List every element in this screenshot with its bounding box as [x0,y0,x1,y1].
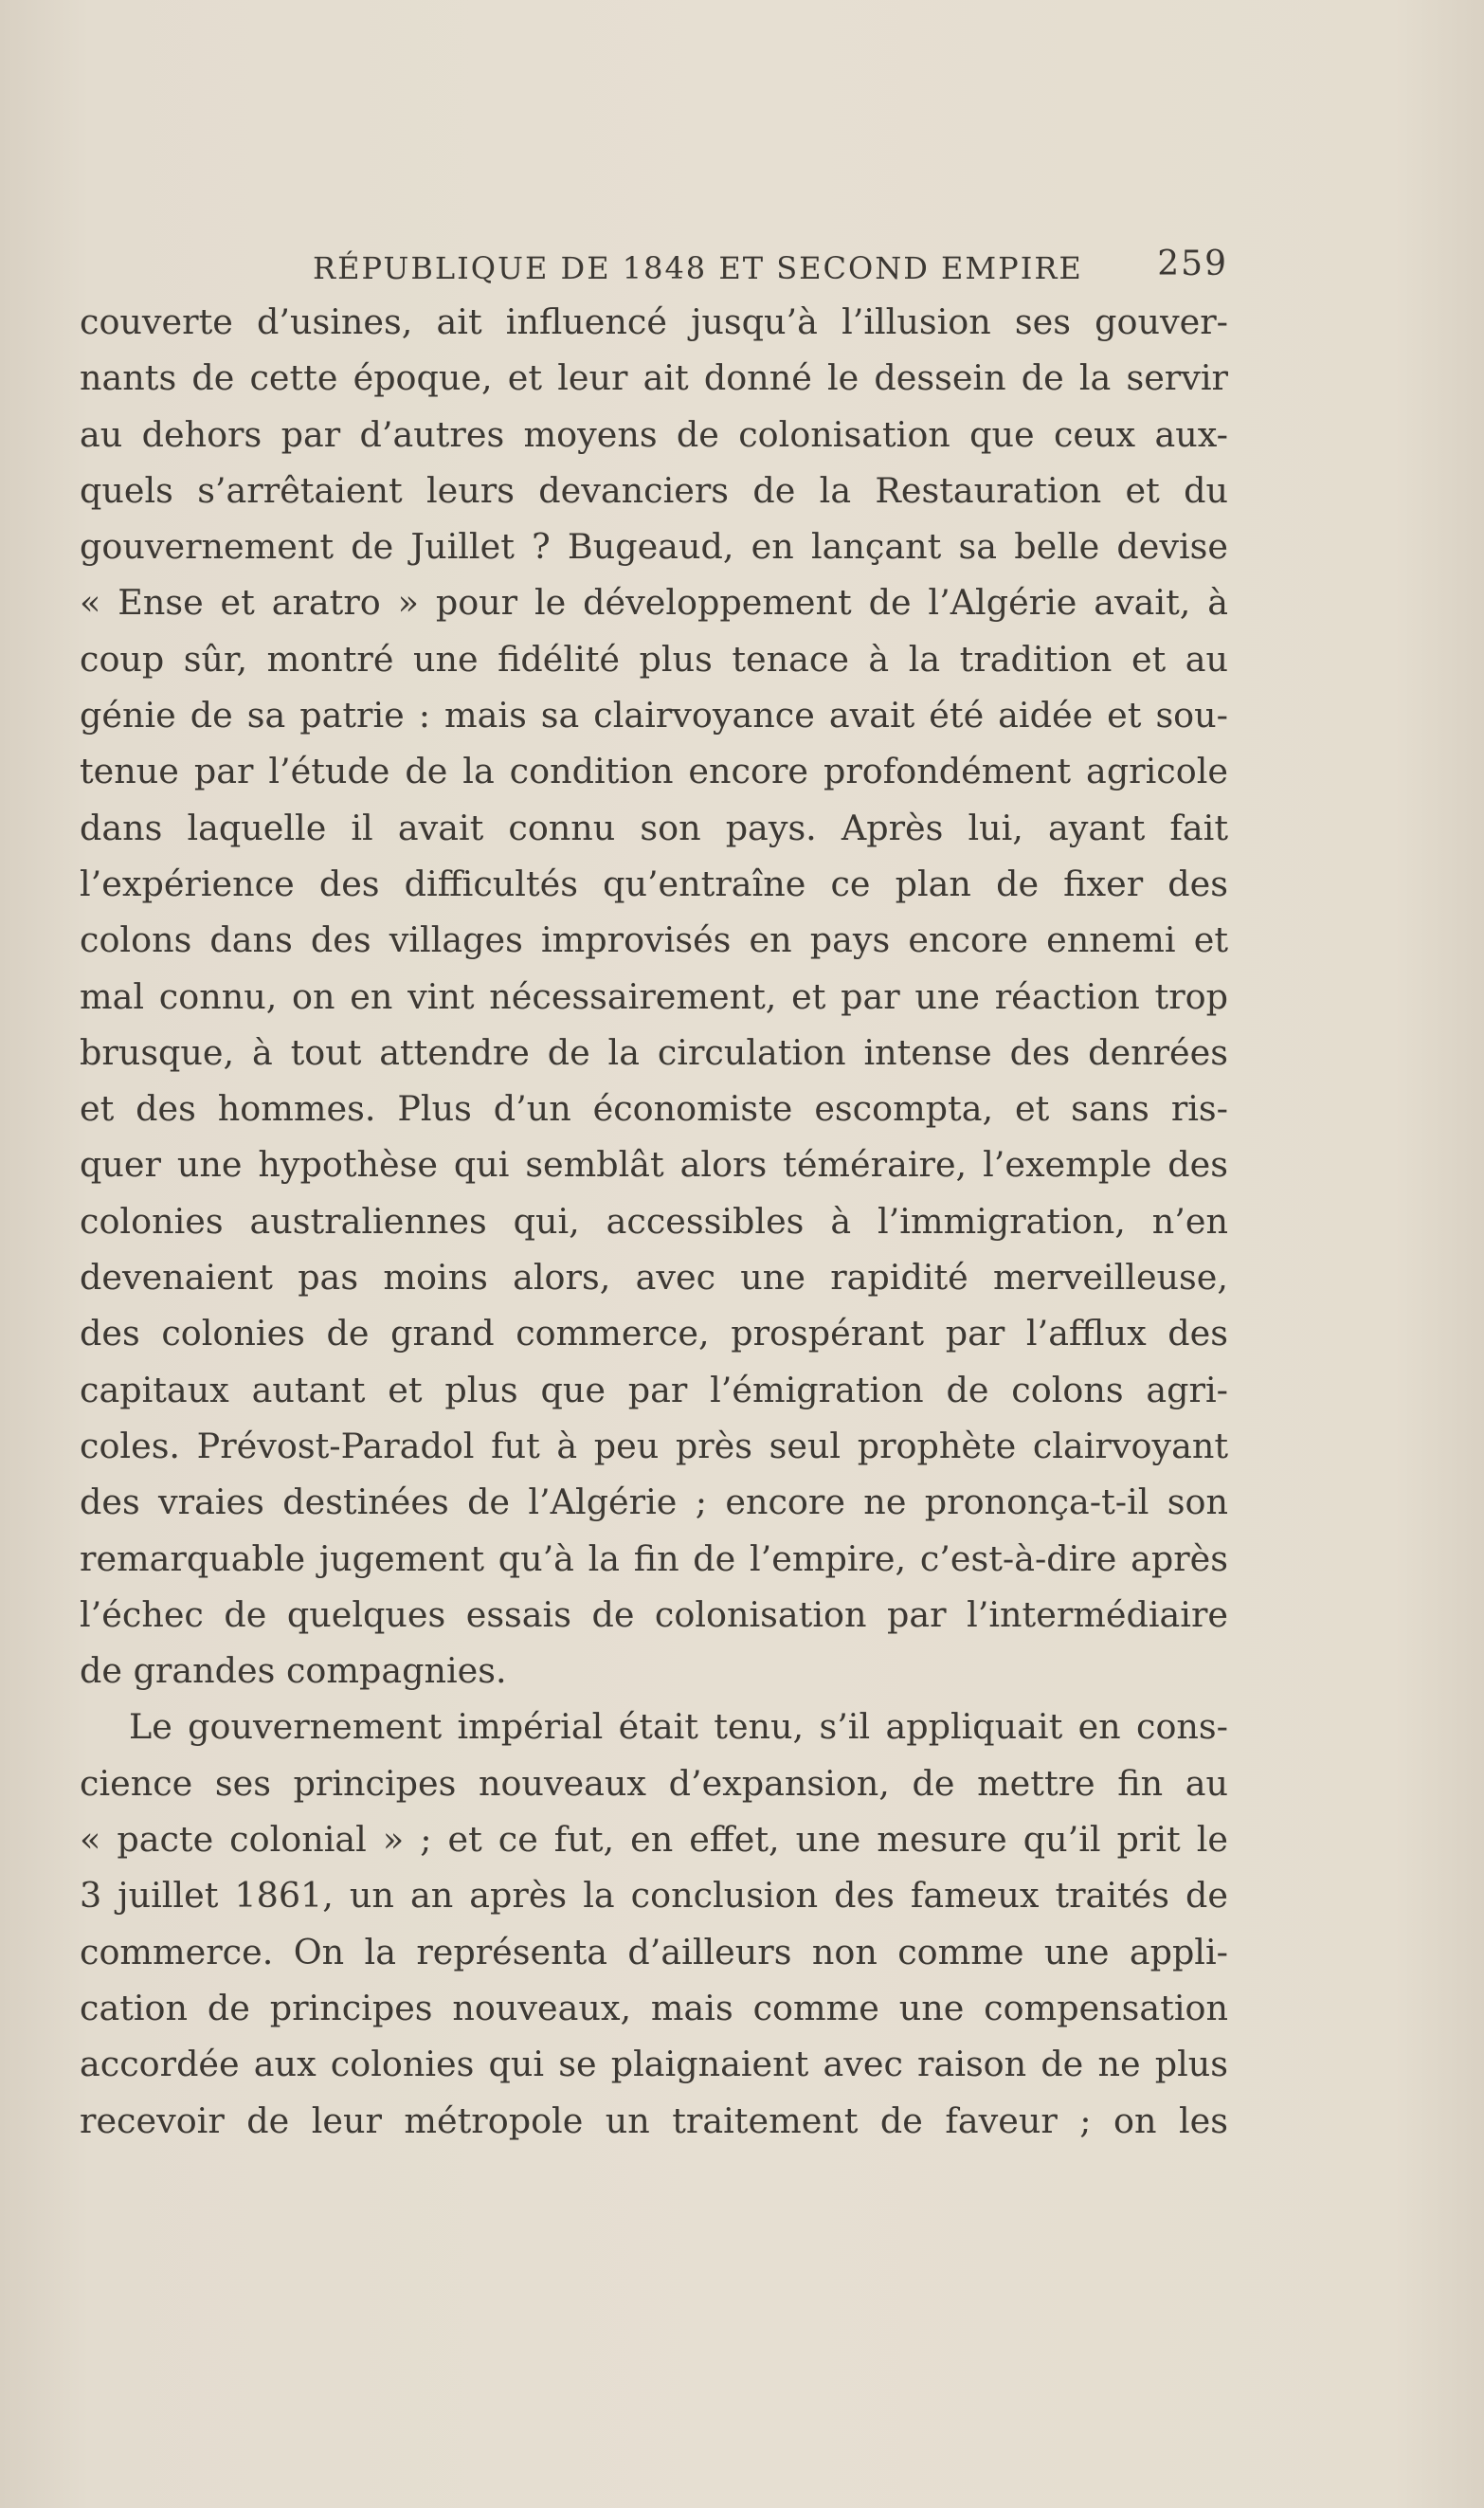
text-line: « Ense et aratro » pour le développement de l’Algérie avait, à [80,582,1228,624]
text-line: l’échec de quelques essais de colonisation par l’intermédiaire [80,1593,1228,1635]
text-line: mal connu, on en vint nécessairement, et par une réaction trop [80,975,1228,1017]
text-line: génie de sa patrie : mais sa clairvoyance avait été aidée et sou- [80,695,1228,736]
text-line: des vraies destinées de l’Algérie ; encore ne prononça-t-il son [80,1481,1228,1523]
text-line: cience ses principes nouveaux d’expansion, de mettre fin au [80,1762,1228,1804]
text-line: coup sûr, montré une fidélité plus tenace à la tradition et au [80,638,1228,680]
text-line: quer une hypothèse qui semblât alors téméraire, l’exemple des [80,1144,1228,1186]
text-line: coles. Prévost-Paradol fut à peu près seul prophète clairvoyant [80,1425,1228,1466]
text-line: colons dans des villages improvisés en pays encore ennemi et [80,919,1228,961]
text-line: 3 juillet 1861, un an après la conclusion des fameux traités de [80,1875,1228,1917]
text-line: « pacte colonial » ; et ce fut, en effet, une mesure qu’il prit le [80,1819,1228,1861]
running-header [313,245,1228,292]
paragraph-end-line: de grandes compagnies. [80,1650,507,1692]
text-line: couverte d’usines, ait influencé jusqu’à l’illusion ses gouver- [80,301,1228,342]
text-line: et des hommes. Plus d’un économiste escompta, et sans ris- [80,1088,1228,1130]
text-line: des colonies de grand commerce, prospérant par l’afflux des [80,1313,1228,1354]
text-line: gouvernement de Juillet ? Bugeaud, en lançant sa belle devise [80,526,1228,568]
text-line: brusque, à tout attendre de la circulation intense des denrées [80,1031,1228,1073]
text-line: nants de cette époque, et leur ait donné le dessein de la servir [80,357,1228,399]
text-line: cation de principes nouveaux, mais comme une compensation [80,1987,1228,2028]
page-number: 259 [1157,245,1228,283]
running-title: RÉPUBLIQUE DE 1848 ET SECOND EMPIRE [313,250,1083,286]
text-line: capitaux autant et plus que par l’émigration de colons agri- [80,1369,1228,1410]
text-line: quels s’arrêtaient leurs devanciers de la Restauration et du [80,469,1228,511]
text-line: recevoir de leur métropole un traitement de faveur ; on les [80,2099,1228,2141]
text-line: devenaient pas moins alors, avec une rapidité merveilleuse, [80,1257,1228,1299]
text-line: commerce. On la représenta d’ailleurs non comme une appli- [80,1931,1228,1972]
text-line: dans laquelle il avait connu son pays. Après lui, ayant fait [80,807,1228,848]
text-line: accordée aux colonies qui se plaignaient avec raison de ne plus [80,2044,1228,2085]
paragraph-start-line: Le gouvernement impérial était tenu, s’il appliquait en cons- [129,1706,1228,1748]
text-line: au dehors par d’autres moyens de colonisation que ceux aux- [80,413,1228,455]
body-text [80,294,1228,2149]
text-line: tenue par l’étude de la condition encore profondément agricole [80,751,1228,792]
text-line: colonies australiennes qui, accessibles à l’immigration, n’en [80,1200,1228,1242]
text-line: l’expérience des difficultés qu’entraîne ce plan de fixer des [80,863,1228,904]
text-line: remarquable jugement qu’à la fin de l’empire, c’est-à-dire après [80,1537,1228,1579]
